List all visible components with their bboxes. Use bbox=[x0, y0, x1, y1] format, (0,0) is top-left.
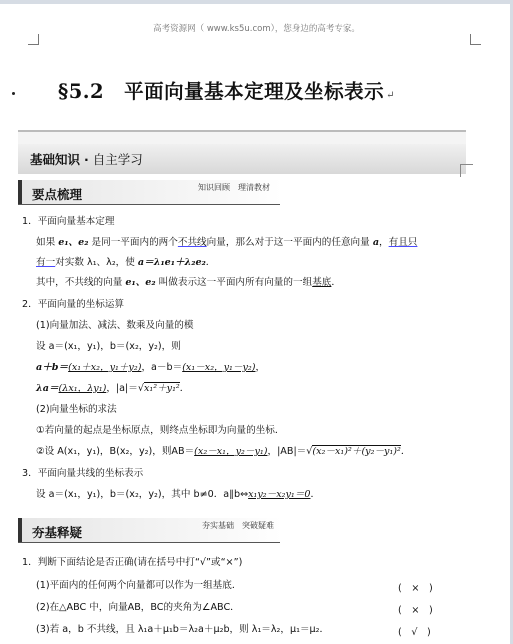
basics-rule bbox=[18, 542, 280, 543]
p3-line-1: 设 a＝(x₁，y₁)，b＝(x₂，y₂)，其中 b≠0．a∥b⇔x₁y₂－x₂y₁＝0． bbox=[36, 489, 321, 500]
p2-sub-2: (2)向量坐标的求法 bbox=[36, 404, 117, 415]
p1-line-1: 如果 e₁、e₂ 是同一平面内的两个不共线向量，那么对于这一平面内的任意向量 a，有且只 bbox=[36, 237, 418, 248]
p1-line-3: 其中，不共线的向量 e₁、e₂ 叫做表示这一平面内所有向量的一组基底． bbox=[36, 277, 341, 288]
exercise-answer: ( √ ) bbox=[398, 627, 431, 638]
exercise-item: (2)在△ABC 中，向量AB，BC的夹角为∠ABC． bbox=[36, 602, 240, 613]
p2-sub-2-line-1: ①若向量的起点是坐标原点，则终点坐标即为向量的坐标． bbox=[36, 425, 285, 436]
paragraph-mark-icon: ↵ bbox=[386, 90, 396, 101]
section-bar bbox=[18, 130, 466, 174]
sqrt-sign-icon: √ bbox=[137, 383, 144, 394]
exercise-answer: ( × ) bbox=[398, 583, 433, 594]
page-title: §5.2 平面向量基本定理及坐标表示 ↵ bbox=[58, 80, 396, 103]
exercise-item: (1)平面内的任何两个向量都可以作为一组基底． bbox=[36, 580, 242, 591]
bullet-dot bbox=[12, 92, 15, 95]
p2-sub-1-line-3: λa＝(λx₁，λy₁)，|a|＝√x₁²＋y₁²． bbox=[36, 383, 190, 394]
exercise-item: (3)若 a，b 不共线，且 λ₁a＋μ₁b＝λ₂a＋μ₂b，则 λ₁＝λ₂，μ₁＝μ₂． bbox=[36, 624, 330, 635]
p2-sub-1-line-2: a＋b＝(x₁＋x₂，y₁＋y₂)，a－b＝(x₁－x₂，y₁－y₂)， bbox=[36, 362, 266, 373]
p1-title: 1．平面向量基本定理 bbox=[22, 216, 115, 227]
p2-sub-1: (1)向量加法、减法、数乘及向量的模 bbox=[36, 320, 194, 331]
p2-sub-1-line-1: 设 a＝(x₁，y₁)，b＝(x₂，y₂)，则 bbox=[36, 341, 181, 352]
exercise-question: 1．判断下面结论是否正确(请在括号中打“√”或“×”) bbox=[22, 557, 243, 568]
basics-heading bbox=[18, 518, 282, 542]
p1-line-2: 有一对实数 λ₁、λ₂，使 a＝λ₁e₁＋λ₂e₂． bbox=[36, 257, 216, 268]
p3-title: 3．平面向量共线的坐标表示 bbox=[22, 468, 144, 479]
key-points-label: 要点梳理 bbox=[32, 187, 83, 202]
p2-sub-2-line-2: ②设 A(x₁，y₁)，B(x₂，y₂)，则AB＝(x₂－x₁，y₂－y₁)，|AB|＝√(x₂－x₁)²＋(y₂－y₁)²． bbox=[36, 446, 411, 457]
key-points-heading bbox=[18, 180, 282, 204]
section-title: 基础知识 · 自主学习 bbox=[30, 152, 143, 167]
key-points-rule bbox=[18, 204, 280, 205]
basics-label: 夯基释疑 bbox=[32, 525, 83, 540]
page-top-edge bbox=[0, 0, 513, 4]
sqrt-sign-icon: √ bbox=[306, 446, 313, 457]
key-points-tag: 知识回顾 理清教材 bbox=[198, 183, 270, 192]
basics-tag: 夯实基础 突破疑难 bbox=[202, 521, 274, 530]
exercise-answer: ( × ) bbox=[398, 605, 433, 616]
p2-title: 2．平面向量的坐标运算 bbox=[22, 299, 125, 310]
corner-mark bbox=[460, 164, 473, 177]
page-header: 高考资源网（ www.ks5u.com），您身边的高考专家。 bbox=[153, 24, 360, 34]
crop-mark-top-right bbox=[470, 34, 481, 45]
crop-mark-top-left bbox=[28, 34, 39, 45]
